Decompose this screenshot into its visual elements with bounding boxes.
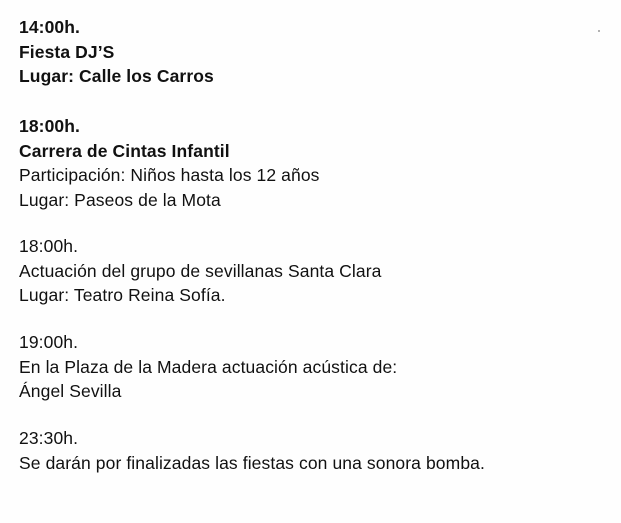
event-entry-dj: [19, 15, 609, 89]
event-title: Se darán por finalizadas las fiestas con una sonora bomba.: [19, 452, 485, 473]
event-title: Fiesta DJ’S: [19, 41, 115, 62]
event-location: Lugar: Teatro Reina Sofía.: [19, 285, 226, 305]
event-title: Actuación del grupo de sevillanas Santa Clara: [19, 260, 382, 281]
event-title: Carrera de Cintas Infantil: [19, 140, 230, 161]
event-entry-carrera: [19, 114, 609, 212]
event-detail: Participación: Niños hasta los 12 años: [19, 165, 320, 185]
event-location: Lugar: Calle los Carros: [19, 66, 214, 86]
event-time: 18:00h.: [19, 236, 79, 256]
event-entry-acustica: [19, 330, 609, 404]
event-title: En la Plaza de la Madera actuación acústica de:: [19, 356, 398, 377]
event-entry-sevillanas: [19, 234, 609, 308]
event-time: 14:00h.: [19, 17, 81, 37]
event-detail: Ángel Sevilla: [19, 381, 122, 401]
event-time: 18:00h.: [19, 116, 81, 136]
event-time: 19:00h.: [19, 332, 79, 352]
event-location: Lugar: Paseos de la Mota: [19, 189, 221, 210]
event-entry-bomba: [19, 426, 609, 475]
event-time: 23:30h.: [19, 428, 79, 448]
